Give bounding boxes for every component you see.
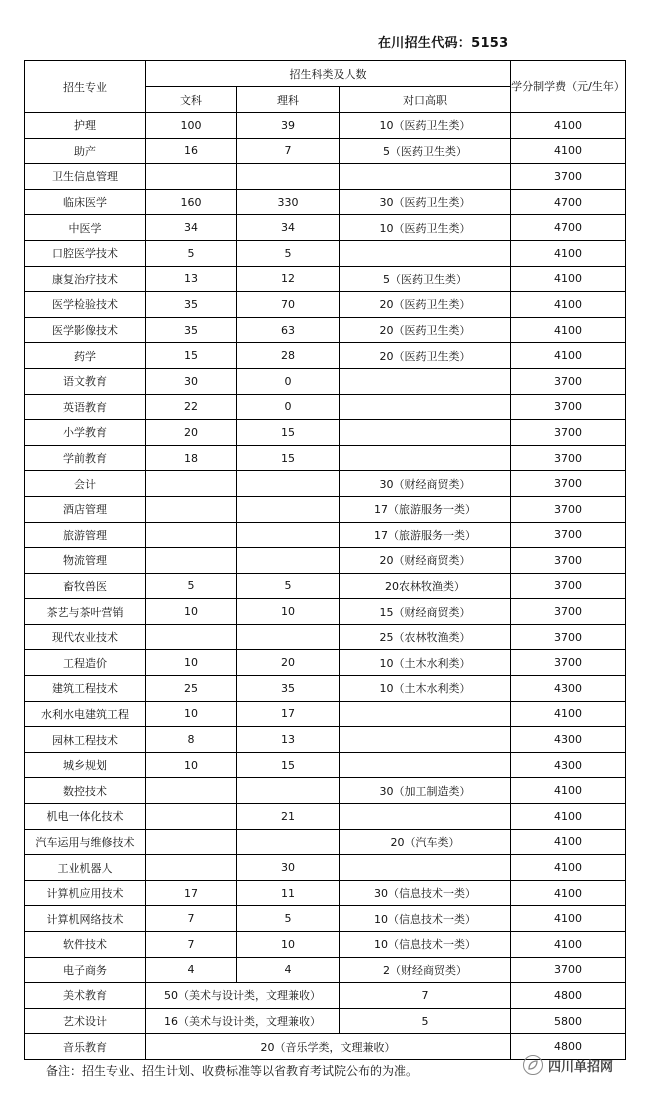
table-row xyxy=(25,445,626,471)
cell-vocational: 15（财经商贸类） xyxy=(340,599,511,625)
cell-vocational xyxy=(340,727,511,753)
cell-major: 水利水电建筑工程 xyxy=(25,701,146,727)
cell-major: 语文教育 xyxy=(25,368,146,394)
header-major: 招生专业 xyxy=(25,61,146,113)
cell-vocational xyxy=(340,240,511,266)
cell-fee: 3700 xyxy=(511,496,626,522)
cell-science: 5 xyxy=(237,573,340,599)
table-row xyxy=(25,573,626,599)
cell-vocational: 30（加工制造类） xyxy=(340,778,511,804)
table-row xyxy=(25,804,626,830)
cell-arts xyxy=(146,804,237,830)
cell-fee: 4700 xyxy=(511,215,626,241)
cell-vocational: 17（旅游服务一类） xyxy=(340,522,511,548)
cell-science: 5 xyxy=(237,906,340,932)
cell-major: 机电一体化技术 xyxy=(25,804,146,830)
cell-major: 医学影像技术 xyxy=(25,317,146,343)
cell-fee: 4100 xyxy=(511,906,626,932)
table-row xyxy=(25,855,626,881)
cell-arts: 7 xyxy=(146,906,237,932)
cell-fee: 4100 xyxy=(511,829,626,855)
table-row xyxy=(25,420,626,446)
cell-science: 10 xyxy=(237,599,340,625)
table-row xyxy=(25,266,626,292)
cell-fee: 4100 xyxy=(511,855,626,881)
cell-arts xyxy=(146,496,237,522)
table-row xyxy=(25,983,626,1009)
cell-science xyxy=(237,496,340,522)
cell-major: 现代农业技术 xyxy=(25,624,146,650)
cell-major: 园林工程技术 xyxy=(25,727,146,753)
table-row xyxy=(25,113,626,139)
table-row xyxy=(25,650,626,676)
cell-vocational xyxy=(340,804,511,830)
cell-arts: 34 xyxy=(146,215,237,241)
cell-fee: 3700 xyxy=(511,471,626,497)
cell-major: 中医学 xyxy=(25,215,146,241)
cell-major: 计算机网络技术 xyxy=(25,906,146,932)
cell-arts: 17 xyxy=(146,880,237,906)
table-row xyxy=(25,676,626,702)
cell-science: 13 xyxy=(237,727,340,753)
cell-arts: 22 xyxy=(146,394,237,420)
cell-arts: 10 xyxy=(146,701,237,727)
cell-fee: 4100 xyxy=(511,778,626,804)
cell-fee: 4100 xyxy=(511,701,626,727)
cell-vocational: 10（信息技术一类） xyxy=(340,906,511,932)
cell-vocational: 20（财经商贸类） xyxy=(340,548,511,574)
cell-major: 护理 xyxy=(25,113,146,139)
watermark xyxy=(523,1054,641,1076)
cell-fee: 3700 xyxy=(511,522,626,548)
cell-vocational: 30（信息技术一类） xyxy=(340,880,511,906)
cell-fee: 3700 xyxy=(511,650,626,676)
header-vocational: 对口高职 xyxy=(340,87,511,113)
cell-science xyxy=(237,164,340,190)
cell-fee: 4100 xyxy=(511,804,626,830)
cell-major: 小学教育 xyxy=(25,420,146,446)
cell-science: 10 xyxy=(237,932,340,958)
cell-vocational: 20（医药卫生类） xyxy=(340,292,511,318)
cell-vocational: 17（旅游服务一类） xyxy=(340,496,511,522)
leaf-circle-icon xyxy=(523,1055,543,1075)
cell-major: 工业机器人 xyxy=(25,855,146,881)
cell-major: 美术教育 xyxy=(25,983,146,1009)
cell-major: 数控技术 xyxy=(25,778,146,804)
cell-fee: 4100 xyxy=(511,113,626,139)
header-tuition: 学分制学费（元/生年） xyxy=(511,61,626,113)
cell-fee: 4100 xyxy=(511,317,626,343)
table-row xyxy=(25,880,626,906)
cell-arts xyxy=(146,829,237,855)
cell-major: 药学 xyxy=(25,343,146,369)
table-row xyxy=(25,778,626,804)
cell-vocational: 7 xyxy=(340,983,511,1009)
cell-science: 21 xyxy=(237,804,340,830)
cell-major: 工程造价 xyxy=(25,650,146,676)
cell-vocational xyxy=(340,368,511,394)
cell-vocational: 10（医药卫生类） xyxy=(340,215,511,241)
cell-fee: 3700 xyxy=(511,394,626,420)
cell-arts: 13 xyxy=(146,266,237,292)
cell-vocational: 10（土木水利类） xyxy=(340,650,511,676)
table-row xyxy=(25,957,626,983)
table-row xyxy=(25,189,626,215)
cell-arts: 35 xyxy=(146,292,237,318)
cell-science xyxy=(237,522,340,548)
cell-major: 艺术设计 xyxy=(25,1008,146,1034)
cell-vocational: 20农林牧渔类） xyxy=(340,573,511,599)
cell-vocational xyxy=(340,701,511,727)
cell-vocational: 10（医药卫生类） xyxy=(340,113,511,139)
cell-major: 音乐教育 xyxy=(25,1034,146,1060)
footnote: 备注：招生专业、招生计划、收费标准等以省教育考试院公布的为准。 xyxy=(46,1064,419,1078)
cell-fee: 3700 xyxy=(511,957,626,983)
cell-science xyxy=(237,471,340,497)
cell-arts: 4 xyxy=(146,957,237,983)
cell-fee: 4100 xyxy=(511,932,626,958)
cell-major: 城乡规划 xyxy=(25,752,146,778)
cell-fee: 3700 xyxy=(511,164,626,190)
cell-major: 电子商务 xyxy=(25,957,146,983)
cell-combined: 20（音乐学类，文理兼收） xyxy=(146,1034,511,1060)
header-arts: 文科 xyxy=(146,87,237,113)
table-row xyxy=(25,906,626,932)
cell-arts: 10 xyxy=(146,752,237,778)
cell-major: 旅游管理 xyxy=(25,522,146,548)
cell-major: 建筑工程技术 xyxy=(25,676,146,702)
cell-science: 15 xyxy=(237,445,340,471)
cell-fee: 5800 xyxy=(511,1008,626,1034)
table-row xyxy=(25,624,626,650)
table-row xyxy=(25,343,626,369)
cell-major: 物流管理 xyxy=(25,548,146,574)
cell-arts: 7 xyxy=(146,932,237,958)
table-row xyxy=(25,829,626,855)
cell-vocational: 20（汽车类） xyxy=(340,829,511,855)
header-science: 理科 xyxy=(237,87,340,113)
table-row xyxy=(25,752,626,778)
table-row xyxy=(25,548,626,574)
cell-major: 汽车运用与维修技术 xyxy=(25,829,146,855)
cell-vocational: 30（财经商贸类） xyxy=(340,471,511,497)
cell-science: 35 xyxy=(237,676,340,702)
cell-arts: 18 xyxy=(146,445,237,471)
cell-science: 7 xyxy=(237,138,340,164)
cell-fee: 3700 xyxy=(511,445,626,471)
cell-arts: 16 xyxy=(146,138,237,164)
cell-fee: 3700 xyxy=(511,599,626,625)
cell-vocational xyxy=(340,164,511,190)
cell-vocational: 5 xyxy=(340,1008,511,1034)
cell-arts: 35 xyxy=(146,317,237,343)
cell-arts: 25 xyxy=(146,676,237,702)
cell-vocational xyxy=(340,855,511,881)
cell-fee: 3700 xyxy=(511,548,626,574)
cell-arts xyxy=(146,471,237,497)
table-row xyxy=(25,496,626,522)
cell-vocational: 5（医药卫生类） xyxy=(340,138,511,164)
cell-arts: 15 xyxy=(146,343,237,369)
cell-arts xyxy=(146,624,237,650)
table-row xyxy=(25,240,626,266)
cell-vocational: 10（信息技术一类） xyxy=(340,932,511,958)
table-row xyxy=(25,1008,626,1034)
cell-science xyxy=(237,548,340,574)
cell-science: 4 xyxy=(237,957,340,983)
cell-major: 茶艺与茶叶营销 xyxy=(25,599,146,625)
cell-science: 20 xyxy=(237,650,340,676)
cell-vocational: 2（财经商贸类） xyxy=(340,957,511,983)
cell-major: 计算机应用技术 xyxy=(25,880,146,906)
cell-major: 医学检验技术 xyxy=(25,292,146,318)
cell-major: 学前教育 xyxy=(25,445,146,471)
table-row xyxy=(25,701,626,727)
cell-science: 15 xyxy=(237,420,340,446)
cell-vocational: 20（医药卫生类） xyxy=(340,343,511,369)
cell-fee: 4300 xyxy=(511,752,626,778)
cell-science: 70 xyxy=(237,292,340,318)
cell-arts xyxy=(146,164,237,190)
cell-science: 63 xyxy=(237,317,340,343)
table-row xyxy=(25,138,626,164)
cell-science: 39 xyxy=(237,113,340,139)
cell-science: 34 xyxy=(237,215,340,241)
table-row xyxy=(25,471,626,497)
cell-science: 15 xyxy=(237,752,340,778)
cell-fee: 4300 xyxy=(511,727,626,753)
cell-science: 5 xyxy=(237,240,340,266)
cell-arts: 10 xyxy=(146,599,237,625)
cell-science xyxy=(237,624,340,650)
cell-science: 330 xyxy=(237,189,340,215)
cell-vocational: 10（土木水利类） xyxy=(340,676,511,702)
cell-arts xyxy=(146,522,237,548)
cell-major: 康复治疗技术 xyxy=(25,266,146,292)
table-row xyxy=(25,215,626,241)
cell-science: 17 xyxy=(237,701,340,727)
table-row xyxy=(25,394,626,420)
cell-fee: 3700 xyxy=(511,420,626,446)
cell-major: 口腔医学技术 xyxy=(25,240,146,266)
cell-fee: 4100 xyxy=(511,343,626,369)
cell-arts: 100 xyxy=(146,113,237,139)
cell-science xyxy=(237,778,340,804)
cell-science: 12 xyxy=(237,266,340,292)
cell-fee: 3700 xyxy=(511,368,626,394)
cell-fee: 4100 xyxy=(511,138,626,164)
cell-major: 临床医学 xyxy=(25,189,146,215)
cell-major: 软件技术 xyxy=(25,932,146,958)
cell-vocational xyxy=(340,420,511,446)
enrollment-code-title: 在川招生代码：5153 xyxy=(378,36,509,51)
cell-fee: 4800 xyxy=(511,1034,626,1060)
table-row xyxy=(25,727,626,753)
cell-vocational: 25（农林牧渔类） xyxy=(340,624,511,650)
cell-vocational: 20（医药卫生类） xyxy=(340,317,511,343)
cell-science: 11 xyxy=(237,880,340,906)
cell-fee: 4300 xyxy=(511,676,626,702)
cell-arts xyxy=(146,778,237,804)
table-row xyxy=(25,317,626,343)
cell-vocational xyxy=(340,752,511,778)
cell-major: 酒店管理 xyxy=(25,496,146,522)
cell-fee: 3700 xyxy=(511,624,626,650)
cell-science: 30 xyxy=(237,855,340,881)
cell-fee: 4700 xyxy=(511,189,626,215)
cell-major: 英语教育 xyxy=(25,394,146,420)
cell-combined: 16（美术与设计类，文理兼收） xyxy=(146,1008,340,1034)
cell-science xyxy=(237,829,340,855)
cell-combined: 50（美术与设计类，文理兼收） xyxy=(146,983,340,1009)
cell-fee: 4100 xyxy=(511,240,626,266)
cell-arts: 20 xyxy=(146,420,237,446)
cell-science: 0 xyxy=(237,394,340,420)
cell-arts: 10 xyxy=(146,650,237,676)
cell-arts: 30 xyxy=(146,368,237,394)
table-row xyxy=(25,292,626,318)
table-row xyxy=(25,164,626,190)
table-row xyxy=(25,522,626,548)
table-body xyxy=(25,113,626,1060)
cell-arts: 8 xyxy=(146,727,237,753)
table-row xyxy=(25,368,626,394)
cell-vocational xyxy=(340,394,511,420)
cell-fee: 4800 xyxy=(511,983,626,1009)
cell-major: 会计 xyxy=(25,471,146,497)
cell-vocational: 5（医药卫生类） xyxy=(340,266,511,292)
cell-arts: 5 xyxy=(146,240,237,266)
cell-arts: 160 xyxy=(146,189,237,215)
watermark-text: 四川单招网 xyxy=(548,1059,614,1075)
cell-fee: 4100 xyxy=(511,266,626,292)
cell-fee: 3700 xyxy=(511,573,626,599)
cell-fee: 4100 xyxy=(511,292,626,318)
cell-fee: 4100 xyxy=(511,880,626,906)
enrollment-table xyxy=(24,60,626,1060)
cell-arts: 5 xyxy=(146,573,237,599)
table-row xyxy=(25,932,626,958)
cell-vocational: 30（医药卫生类） xyxy=(340,189,511,215)
header-category-group: 招生科类及人数 xyxy=(146,61,511,87)
cell-arts xyxy=(146,548,237,574)
table-row xyxy=(25,599,626,625)
cell-major: 助产 xyxy=(25,138,146,164)
cell-science: 28 xyxy=(237,343,340,369)
cell-science: 0 xyxy=(237,368,340,394)
cell-arts xyxy=(146,855,237,881)
cell-major: 卫生信息管理 xyxy=(25,164,146,190)
cell-vocational xyxy=(340,445,511,471)
cell-major: 畜牧兽医 xyxy=(25,573,146,599)
